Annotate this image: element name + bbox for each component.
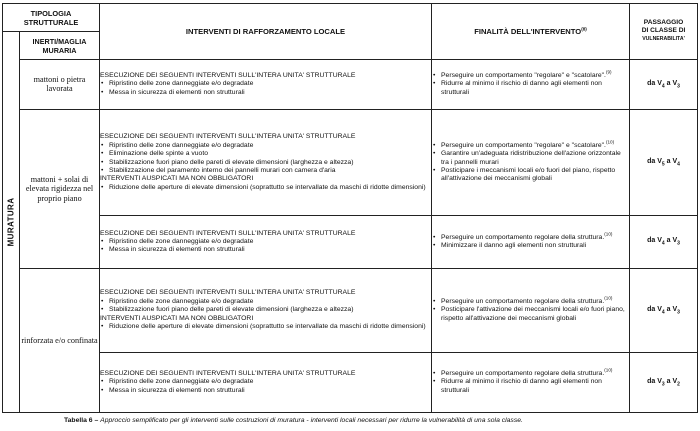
passaggio-mid: a V <box>664 237 678 245</box>
interventi-item: • Ripristino delle zone danneggiate e/o degradate <box>100 142 431 150</box>
interventi-list <box>100 80 431 97</box>
finalita-text: Ridurre al minimo il rischio di danno agli elementi non strutturali <box>441 378 602 394</box>
passaggio-prefix: da V <box>647 158 662 166</box>
passaggio-cell <box>630 353 698 413</box>
header-inerti-line1: INERTI/MAGLIA <box>32 36 87 46</box>
interventi-list <box>100 378 431 395</box>
passaggio-cell <box>630 268 698 352</box>
interventi-optional-heading: INTERVENTI AUSPICATI MA NON OBBLIGATORI <box>100 175 254 183</box>
passaggio-mid: a V <box>664 158 678 166</box>
table-row <box>3 268 698 352</box>
interventi-cell <box>100 110 432 216</box>
table-row <box>3 110 698 216</box>
header-finalita-text: FINALITÀ DELL'INTERVENTO <box>474 26 582 36</box>
interventi-item: • Ripristino delle zone danneggiate e/o degradate <box>100 80 431 88</box>
finalita-item <box>432 80 629 97</box>
table-row <box>3 353 698 413</box>
header-passaggio <box>630 4 698 60</box>
passaggio-from: 5 <box>661 161 665 168</box>
header-passaggio-line3: VULNERABILITA' <box>642 36 685 43</box>
table-row <box>3 216 698 269</box>
passaggio-from: 4 <box>661 83 665 90</box>
muratura-label: MURATURA <box>6 197 16 247</box>
interventi-optional-item: • Riduzione delle aperture di elevate dimensioni (soprattutto se intervallate da maschi di ridotte dimensioni) <box>100 184 431 192</box>
finalita-text: Perseguire un comportamento regolare della struttura. <box>441 369 605 377</box>
interventi-optional-item: • Riduzione delle aperture di elevate dimensioni (soprattutto se intervallate da maschi di ridotte dimensioni) <box>100 323 431 331</box>
header-tipologia-line2: STRUTTURALE <box>23 17 79 27</box>
finalita-note: (10) <box>604 231 613 237</box>
finalita-list <box>432 295 629 323</box>
finalita-text: Posticipare l'attivazione dei meccanismi locali e/o fuori piano, rispetto all'attivazione dei meccanismi globali <box>441 306 625 322</box>
interventi-item: • Messa in sicurezza di elementi non strutturali <box>100 89 431 97</box>
finalita-text: Perseguire un comportamento "regolare" e "scatolare". <box>441 71 606 79</box>
material-cell: mattoni o pietra lavorata <box>20 59 100 109</box>
interventions-table <box>2 3 698 413</box>
caption-label: Tabella 6 – <box>64 417 101 424</box>
passaggio-to: 4 <box>677 161 680 168</box>
interventi-cell <box>100 216 432 269</box>
interventi-heading: ESECUZIONE DEI SEGUENTI INTERVENTI SULL'INTERA UNITA' STRUTTURALE <box>100 229 356 237</box>
interventi-item: • Ripristino delle zone danneggiate e/o degradate <box>100 378 431 386</box>
passaggio-from: 4 <box>661 240 665 247</box>
finalita-note: (9) <box>605 69 612 75</box>
passaggio-to: 3 <box>677 309 680 316</box>
header-row-1 <box>3 4 698 32</box>
finalita-cell <box>432 268 630 352</box>
interventi-item: • Ripristino delle zone danneggiate e/o degradate <box>100 298 431 306</box>
passaggio-prefix: da V <box>647 79 662 87</box>
finalita-note: (10) <box>605 139 615 145</box>
interventi-optional-heading: INTERVENTI AUSPICATI MA NON OBBLIGATORI <box>100 314 254 322</box>
finalita-item <box>432 306 629 323</box>
header-finalita: FINALITÀ DELL'INTERVENTO$^{(8)}$ <box>432 4 630 60</box>
finalita-text: Ridurre al minimo il rischio di danno agli elementi non strutturali <box>441 80 602 96</box>
header-tipologia-line1: TIPOLOGIA <box>30 8 72 18</box>
interventi-item: • Messa in sicurezza di elementi non strutturali <box>100 246 431 254</box>
passaggio-prefix: da V <box>647 305 662 313</box>
header-passaggio-line2: DI CLASSE DI <box>641 27 686 35</box>
finalita-list <box>432 69 629 97</box>
finalita-cell <box>432 110 630 216</box>
header-tipologia <box>3 4 100 32</box>
finalita-text: Posticipare i meccanismi locali e/o fuori del piano, rispetto all'attivazione dei meccanismi globali <box>441 166 616 183</box>
header-inerti-line2: MURARIA <box>42 45 77 55</box>
finalita-cell <box>432 353 630 413</box>
passaggio-to: 3 <box>677 83 680 90</box>
interventi-heading: ESECUZIONE DEI SEGUENTI INTERVENTI SULL'INTERA UNITA' STRUTTURALE <box>100 289 356 297</box>
passaggio-to: 3 <box>677 240 680 247</box>
muratura-cell <box>3 32 20 413</box>
interventi-heading: ESECUZIONE DEI SEGUENTI INTERVENTI SULL'INTERA UNITA' STRUTTURALE <box>100 71 356 79</box>
table-caption <box>64 417 523 424</box>
interventi-optional-list <box>100 184 431 192</box>
passaggio-from: 3 <box>661 381 665 388</box>
finalita-text: Minimizzare il danno agli elementi non strutturali <box>441 242 587 250</box>
passaggio-mid: a V <box>664 377 678 385</box>
finalita-item <box>432 378 629 395</box>
passaggio-mid: a V <box>664 305 678 313</box>
finalita-note: (10) <box>604 367 613 373</box>
header-interventi: INTERVENTI DI RAFFORZAMENTO LOCALE <box>100 4 432 60</box>
finalita-cell <box>432 216 630 269</box>
interventi-list <box>100 238 431 255</box>
passaggio-to: 2 <box>677 381 680 388</box>
interventi-heading: ESECUZIONE DEI SEGUENTI INTERVENTI SULL'INTERA UNITA' STRUTTURALE <box>100 133 356 141</box>
finalita-item <box>432 367 629 378</box>
caption-text: Approccio semplificato per gli interventi sulle costruzioni di muratura - interventi locali necessari per ridurre la vulnerabilità di una sola classe. <box>100 417 523 424</box>
finalita-item <box>432 69 629 80</box>
interventi-list <box>100 298 431 315</box>
finalita-note: (10) <box>604 295 613 301</box>
passaggio-mid: a V <box>664 79 678 87</box>
passaggio-from: 4 <box>661 309 665 316</box>
interventi-item: • Eliminazione delle spinte a vuoto <box>100 150 431 158</box>
finalita-item <box>432 242 629 250</box>
finalita-list <box>432 231 629 251</box>
header-inerti <box>20 32 100 59</box>
material-cell: mattoni + solai di elevata rigidezza nel proprio piano <box>20 110 100 269</box>
interventi-item: • Stabilizzazione del paramento interno dei pannelli murari con camera d'aria <box>100 167 431 175</box>
finalita-item <box>432 139 629 150</box>
finalita-item <box>432 150 629 167</box>
interventi-item: • Stabilizzazione fuori piano delle pareti di elevate dimensioni (larghezza e altezza) <box>100 306 431 314</box>
material-cell: rinforzata e/o confinata <box>20 268 100 412</box>
finalita-item <box>432 167 629 184</box>
interventi-cell <box>100 59 432 109</box>
interventi-item: • Ripristino delle zone danneggiate e/o degradate <box>100 238 431 246</box>
finalita-list <box>432 367 629 395</box>
finalita-text: Garantire un'adeguata ridistribuzione dell'azione orizzontale tra i pannelli murari <box>441 150 621 166</box>
finalita-text: Perseguire un comportamento regolare della struttura. <box>441 233 605 241</box>
interventi-item: • Messa in sicurezza di elementi non strutturali <box>100 387 431 395</box>
finalita-list <box>432 139 629 184</box>
interventi-list <box>100 142 431 176</box>
finalita-item <box>432 231 629 242</box>
finalita-item <box>432 295 629 306</box>
interventi-optional-list <box>100 323 431 331</box>
passaggio-prefix: da V <box>647 377 662 385</box>
finalita-text: Perseguire un comportamento "regolare" e "scatolare". <box>441 141 606 149</box>
header-passaggio-line1: PASSAGGIO <box>643 19 684 27</box>
interventi-cell <box>100 353 432 413</box>
passaggio-cell <box>630 59 698 109</box>
interventi-heading: ESECUZIONE DEI SEGUENTI INTERVENTI SULL'INTERA UNITA' STRUTTURALE <box>100 369 356 377</box>
finalita-text: Perseguire un comportamento regolare della struttura. <box>441 297 605 305</box>
table-row <box>3 59 698 109</box>
finalita-cell <box>432 59 630 109</box>
passaggio-cell <box>630 110 698 216</box>
passaggio-cell <box>630 216 698 269</box>
interventi-cell <box>100 268 432 352</box>
interventi-item: • Stabilizzazione fuori piano delle pareti di elevate dimensioni (larghezza e altezza) <box>100 159 431 167</box>
passaggio-prefix: da V <box>647 237 662 245</box>
